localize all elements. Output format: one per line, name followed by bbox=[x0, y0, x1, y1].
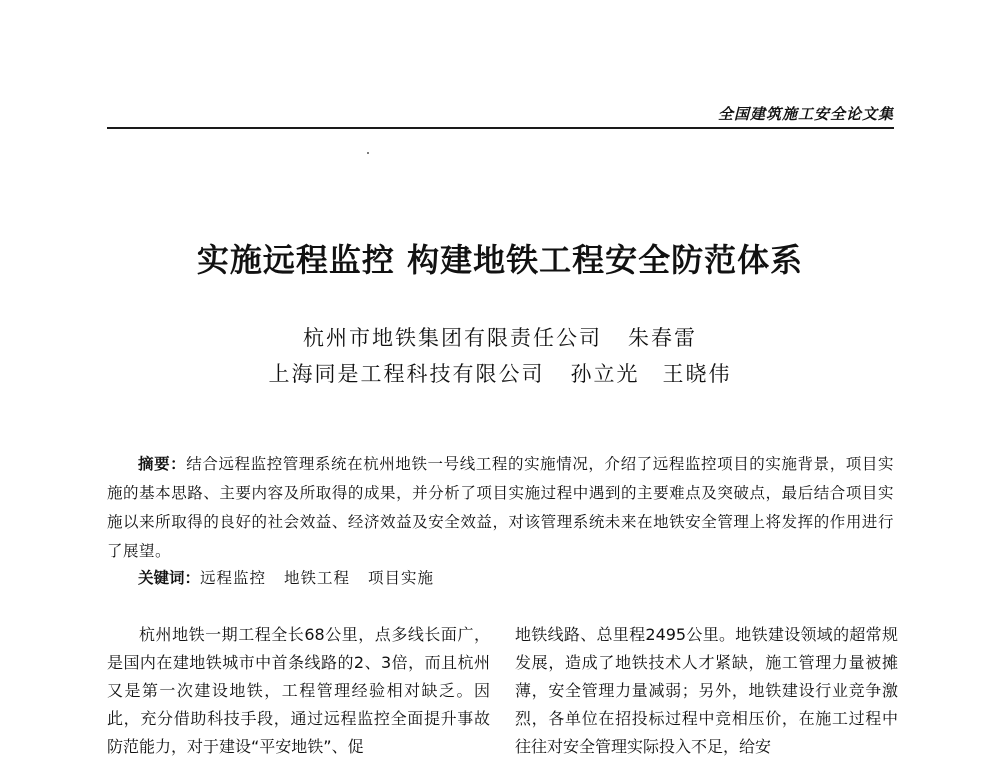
author-line-2 bbox=[0, 358, 1000, 388]
abstract bbox=[107, 450, 894, 566]
abstract-label: 摘要： bbox=[138, 455, 187, 473]
header-rule bbox=[107, 127, 894, 129]
scan-speck bbox=[367, 152, 369, 154]
article-title: 实施远程监控 构建地铁工程安全防范体系 bbox=[196, 241, 804, 279]
author-names-2: 孙立光 王晓伟 bbox=[570, 362, 732, 386]
keywords bbox=[107, 565, 894, 591]
body-column-right: 地铁线路、总里程2495公里。地铁建设领域的超常规发展，造成了地铁技术人才紧缺，施工管理力量被摊薄，安全管理力量减弱；另外，地铁建设行业竞争激烈，各单位在招投标过程中竞相压价，在施工过程中往往对安全管理实际投入不足，给安 bbox=[515, 625, 898, 756]
author-names-1: 朱春雷 bbox=[628, 326, 697, 350]
author-line-1 bbox=[0, 322, 1000, 352]
keyword: 远程监控 bbox=[200, 569, 267, 587]
body-column-left: 杭州地铁一期工程全长68公里，点多线长面广，是国内在建地铁城市中首条线路的2、3倍，而且杭州又是第一次建设地铁，工程管理经验相对缺乏。因此，充分借助科技手段，通过远程监控全面提升事故防范能力，对于建设“平安地铁”、促 bbox=[107, 625, 490, 756]
keyword: 地铁工程 bbox=[284, 569, 351, 587]
affiliation-1: 杭州市地铁集团有限责任公司 bbox=[303, 326, 602, 350]
keywords-label: 关键词： bbox=[138, 569, 201, 587]
keyword: 项目实施 bbox=[368, 569, 435, 587]
affiliation-2: 上海同是工程科技有限公司 bbox=[268, 362, 545, 386]
running-header: 全国建筑施工安全论文集 bbox=[717, 105, 894, 123]
abstract-text: 结合远程监控管理系统在杭州地铁一号线工程的实施情况，介绍了远程监控项目的实施背景，项目实施的基本思路、主要内容及所取得的成果，并分析了项目实施过程中遇到的主要难点及突破点，最后结合项目实施以来所取得的良好的社会效益、经济效益及安全效益，对该管理系统未来在地铁安全管理上将发挥的作用进行了展望。 bbox=[107, 455, 894, 560]
